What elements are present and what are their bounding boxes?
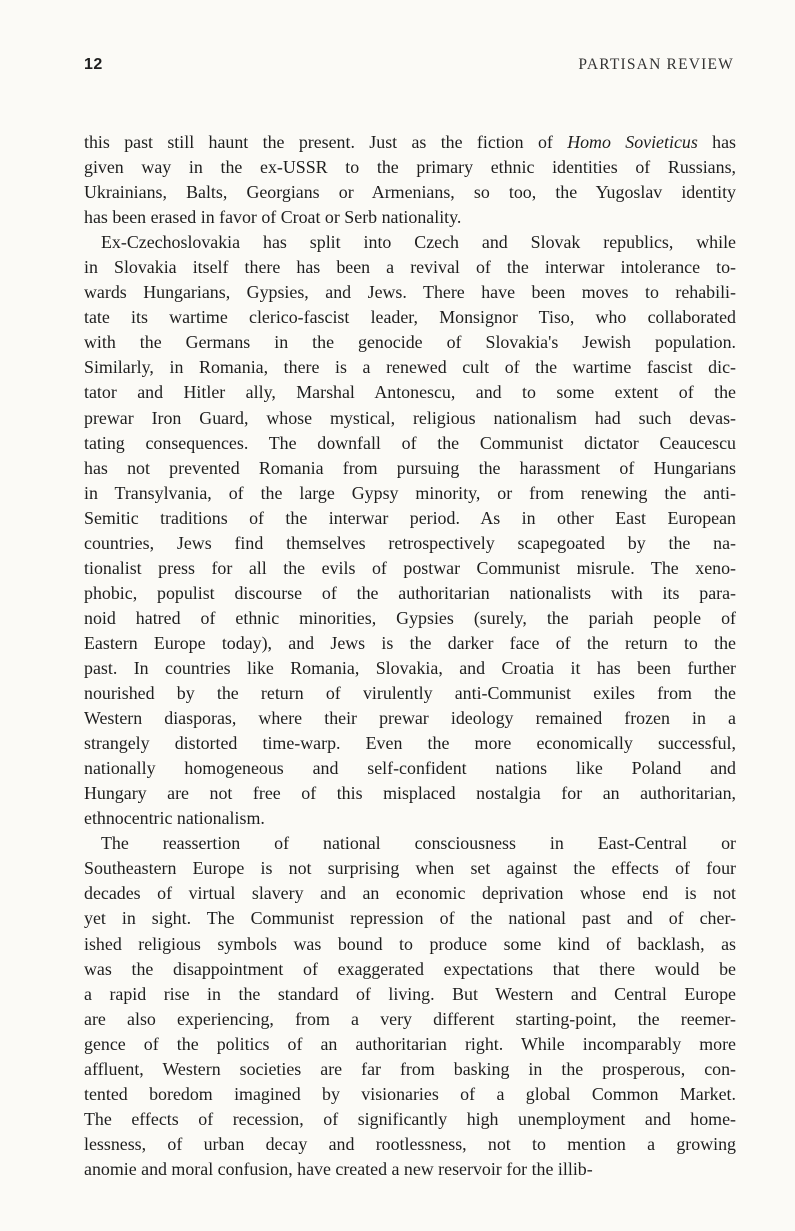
text-line: gence of the politics of an authoritarian right. While incomparably more [84,1033,736,1054]
paragraph-3 [84,831,736,1182]
text-line: tented boredom imagined by visionaries of a global Common Market. [84,1083,736,1104]
text-line: affluent, Western societies are far from basking in the prosperous, con- [84,1058,736,1079]
text-line: noid hatred of ethnic minorities, Gypsies (surely, the pariah people of [84,607,736,628]
page-header [84,56,734,74]
text-line: The reassertion of national consciousness in East-Central or [101,833,736,854]
text-line: Similarly, in Romania, there is a renewed cult of the wartime fascist dic- [84,357,736,378]
italic-title: Homo Sovieticus [567,132,698,152]
text-line: wards Hungarians, Gypsies, and Jews. There have been moves to rehabili- [84,282,736,303]
text-line: strangely distorted time-warp. Even the more economically successful, [84,733,736,754]
text-line: Ex-Czechoslovakia has split into Czech and Slovak republics, while [101,232,736,253]
text-line: Southeastern Europe is not surprising when set against the effects of four [84,858,736,879]
text-line: Western diasporas, where their prewar ideology remained frozen in a [84,708,736,729]
text-line: Eastern Europe today), and Jews is the darker face of the return to the [84,632,736,653]
text-line: Ukrainians, Balts, Georgians or Armenians, so too, the Yugoslav identity [84,182,736,203]
text-line: tionalist press for all the evils of postwar Communist misrule. The xeno- [84,557,736,578]
text-line: given way in the ex-USSR to the primary ethnic identities of Russians, [84,157,736,178]
text-line: past. In countries like Romania, Slovakia, and Croatia it has been further [84,657,736,678]
text-line: countries, Jews find themselves retrospectively scapegoated by the na- [84,532,736,553]
text-line: with the Germans in the genocide of Slovakia's Jewish population. [84,332,736,353]
body-text [84,130,736,1182]
text-line: prewar Iron Guard, whose mystical, religious nationalism had such devas- [84,407,736,428]
text-line: has been erased in favor of Croat or Serb nationality. [84,207,462,228]
text-line: yet in sight. The Communist repression of the national past and of cher- [84,908,736,929]
text-line: in Transylvania, of the large Gypsy minority, or from renewing the anti- [84,482,736,503]
text-line: ished religious symbols was bound to produce some kind of backlash, as [84,933,736,954]
text-line: nourished by the return of virulently anti-Communist exiles from the [84,683,736,704]
text-line: has not prevented Romania from pursuing the harassment of Hungarians [84,457,736,478]
text-line: tating consequences. The downfall of the Communist dictator Ceaucescu [84,432,736,453]
text-line: Semitic traditions of the interwar period. As in other East European [84,507,736,528]
text-line: lessness, of urban decay and rootlessness, not to mention a growing [84,1133,736,1154]
text-line: anomie and moral confusion, have created a new reservoir for the illib- [84,1158,593,1179]
text-line: are also experiencing, from a very different starting-point, the reemer- [84,1008,736,1029]
text-line: tate its wartime clerico-fascist leader, Monsignor Tiso, who collaborated [84,307,736,328]
paragraph-2 [84,230,736,831]
text-line: was the disappointment of exaggerated expectations that there would be [84,958,736,979]
text-line: ethnocentric nationalism. [84,808,265,829]
text-line: phobic, populist discourse of the authoritarian nationalists with its para- [84,582,736,603]
text-line: The effects of recession, of significantly high unemployment and home- [84,1108,736,1129]
text-line: Hungary are not free of this misplaced nostalgia for an authoritarian, [84,783,736,804]
page-number: 12 [84,56,103,73]
text-line: tator and Hitler ally, Marshal Antonescu, and to some extent of the [84,382,736,403]
text-line: a rapid rise in the standard of living. But Western and Central Europe [84,983,736,1004]
running-head: PARTISAN REVIEW [578,56,734,73]
text-line: this past still haunt the present. Just as the fiction of Homo Sovieticus has [84,132,736,152]
text-line: nationally homogeneous and self-confident nations like Poland and [84,758,736,779]
text-line: decades of virtual slavery and an economic deprivation whose end is not [84,883,736,904]
paragraph-1 [84,130,736,230]
text-line: in Slovakia itself there has been a revival of the interwar intolerance to- [84,257,736,278]
